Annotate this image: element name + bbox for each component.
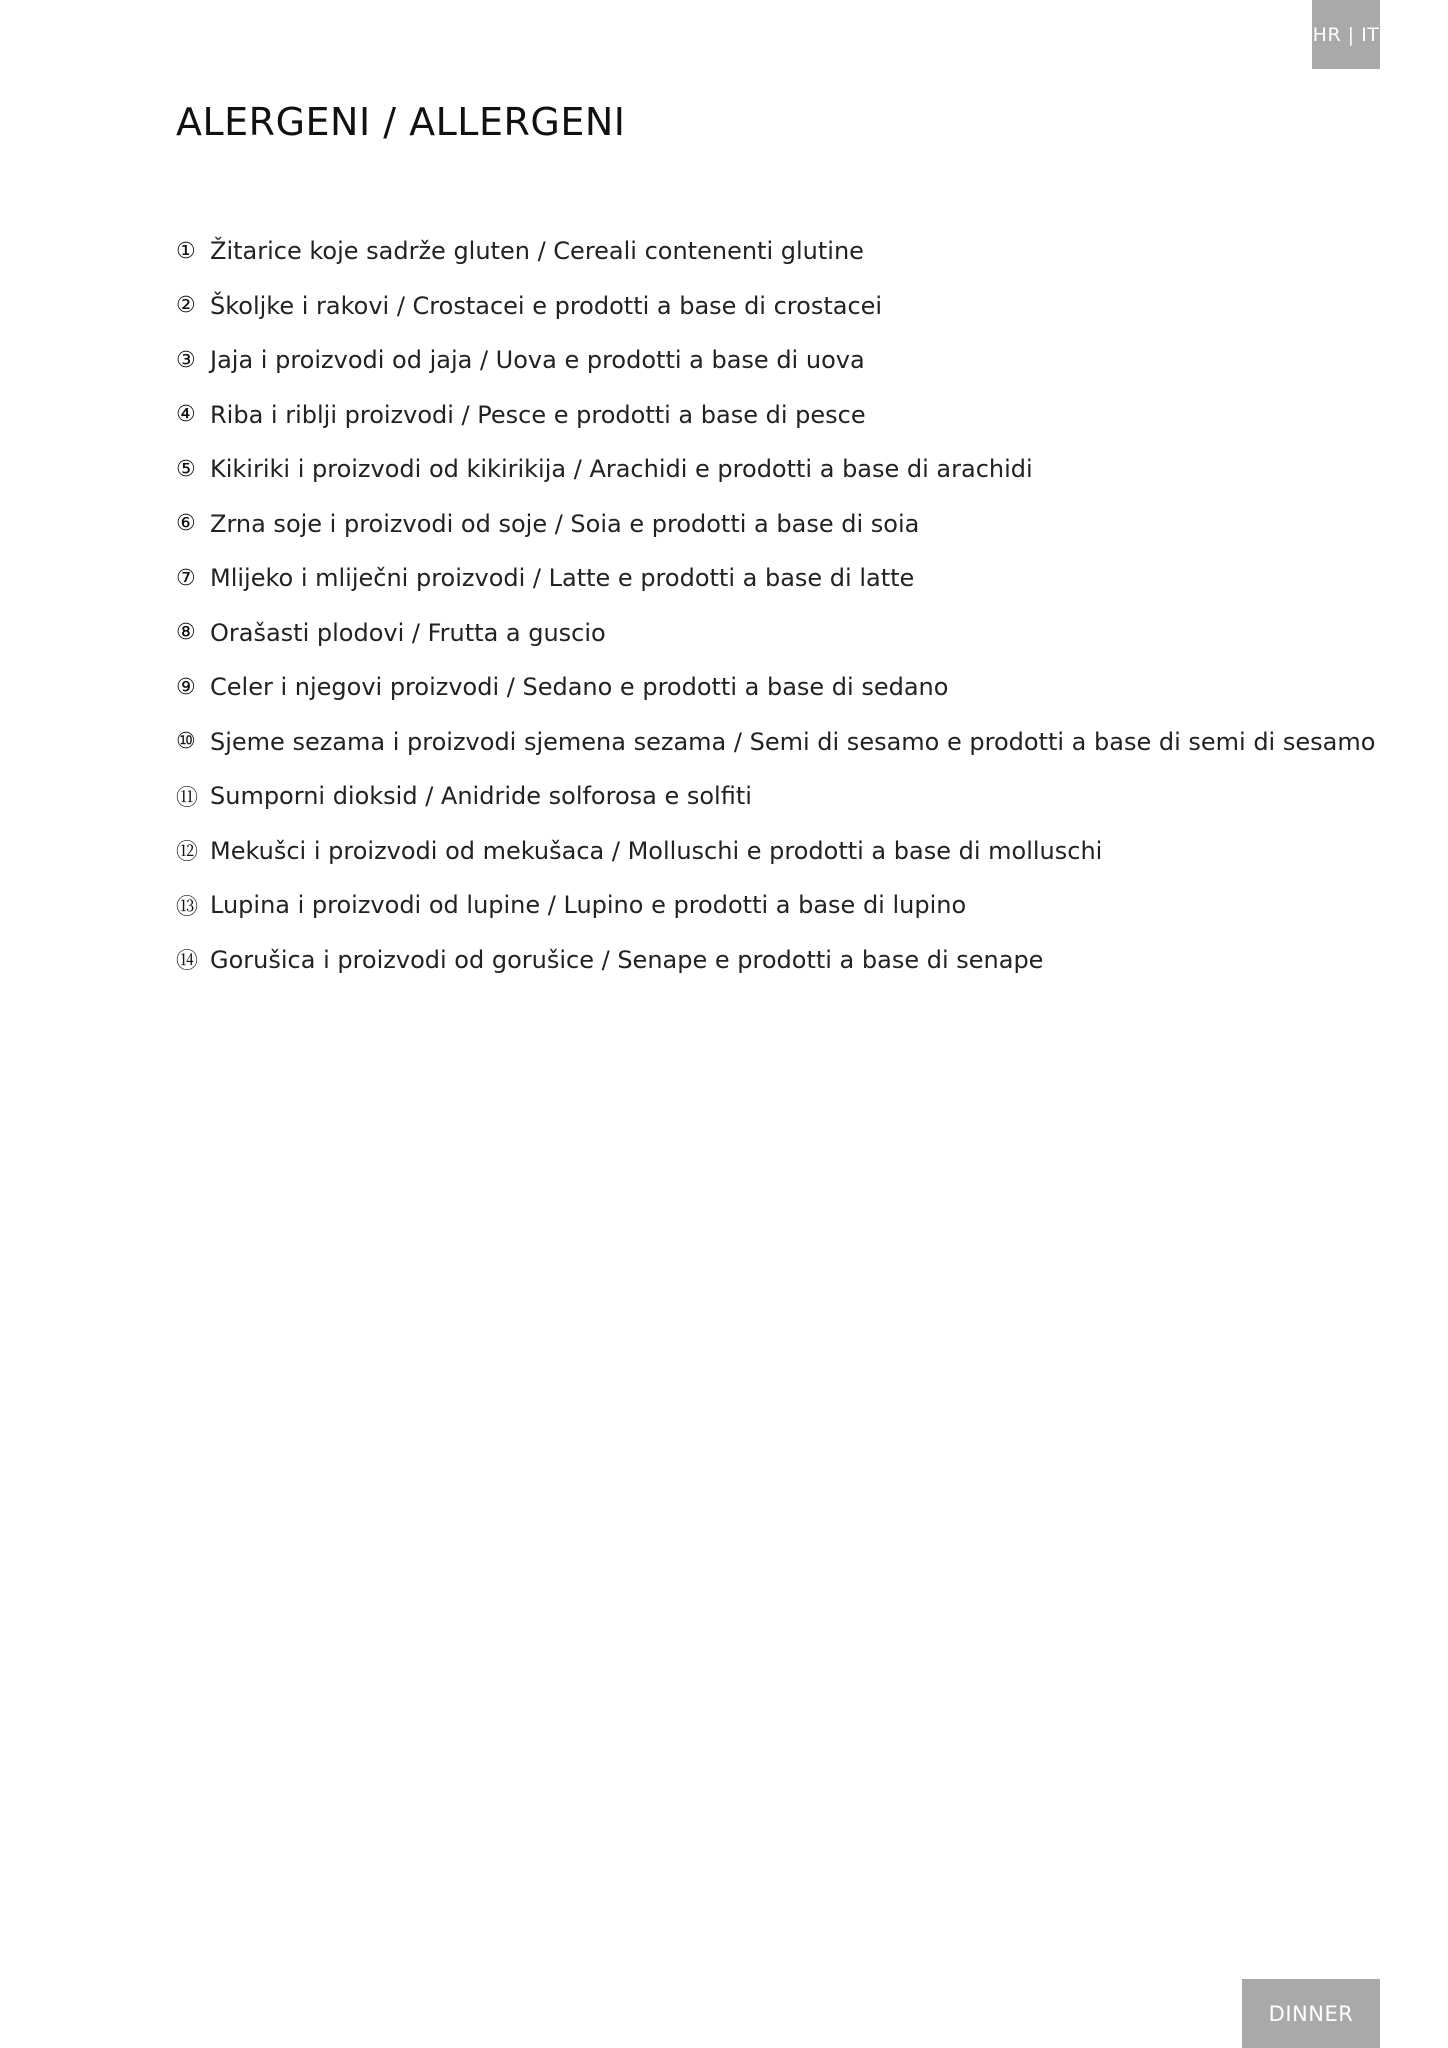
allergen-label: Sumporni dioksid / Anidride solforosa e solfiti [210, 782, 752, 811]
allergen-label: Riba i riblji proizvodi / Pesce e prodotti a base di pesce [210, 400, 866, 429]
allergen-label: Lupina i proizvodi od lupine / Lupino e prodotti a base di lupino [210, 891, 967, 920]
allergen-number: ⑨ [176, 674, 196, 700]
allergen-item [176, 333, 1375, 388]
allergen-item [176, 715, 1375, 770]
allergen-label: Jaja i proizvodi od jaja / Uova e prodotti a base di uova [210, 346, 865, 375]
allergen-number: ⑤ [176, 456, 196, 482]
allergen-item [176, 933, 1375, 988]
allergen-number: ⑥ [176, 511, 196, 537]
allergen-label: Kikiriki i proizvodi od kikirikija / Arachidi e prodotti a base di arachidi [210, 455, 1033, 484]
section-badge: DINNER [1242, 1979, 1380, 2048]
allergen-number: ⑧ [176, 620, 196, 646]
allergen-number: ⑦ [176, 565, 196, 591]
allergen-number: ③ [176, 347, 196, 373]
allergen-label: Školjke i rakovi / Crostacei e prodotti a base di crostacei [210, 291, 883, 320]
allergen-label: Zrna soje i proizvodi od soje / Soia e prodotti a base di soia [210, 509, 920, 538]
allergen-number: ⑬ [176, 894, 199, 920]
allergen-number: ④ [176, 402, 196, 428]
allergen-item [176, 878, 1375, 933]
allergen-label: Mlijeko i mliječni proizvodi / Latte e prodotti a base di latte [210, 564, 915, 593]
allergen-number: ① [176, 238, 196, 264]
allergen-list [176, 224, 1375, 987]
page-title: ALERGENI / ALLERGENI [176, 100, 626, 144]
allergen-number: ⑪ [176, 785, 199, 811]
allergen-label: Mekušci i proizvodi od mekušaca / Molluschi e prodotti a base di molluschi [210, 836, 1103, 865]
allergen-label: Žitarice koje sadrže gluten / Cereali contenenti glutine [210, 237, 864, 266]
allergen-item [176, 769, 1375, 824]
allergen-item [176, 442, 1375, 497]
allergen-item [176, 660, 1375, 715]
allergen-item [176, 551, 1375, 606]
allergen-number: ⑭ [176, 949, 199, 975]
allergen-label: Gorušica i proizvodi od gorušice / Senape e prodotti a base di senape [210, 945, 1044, 974]
allergen-number: ⑫ [176, 840, 199, 866]
allergen-item [176, 388, 1375, 443]
allergen-item [176, 497, 1375, 552]
allergen-label: Celer i njegovi proizvodi / Sedano e prodotti a base di sedano [210, 673, 949, 702]
allergen-number: ② [176, 293, 196, 319]
allergen-label: Orašasti plodovi / Frutta a guscio [210, 618, 606, 647]
allergen-label: Sjeme sezama i proizvodi sjemena sezama / Semi di sesamo e prodotti a base di semi di sesamo [210, 727, 1376, 756]
allergen-item [176, 224, 1375, 279]
allergen-item [176, 279, 1375, 334]
language-badge: HR | IT [1312, 0, 1380, 69]
allergen-number: ⑩ [176, 729, 196, 755]
allergen-item [176, 824, 1375, 879]
allergen-item [176, 606, 1375, 661]
